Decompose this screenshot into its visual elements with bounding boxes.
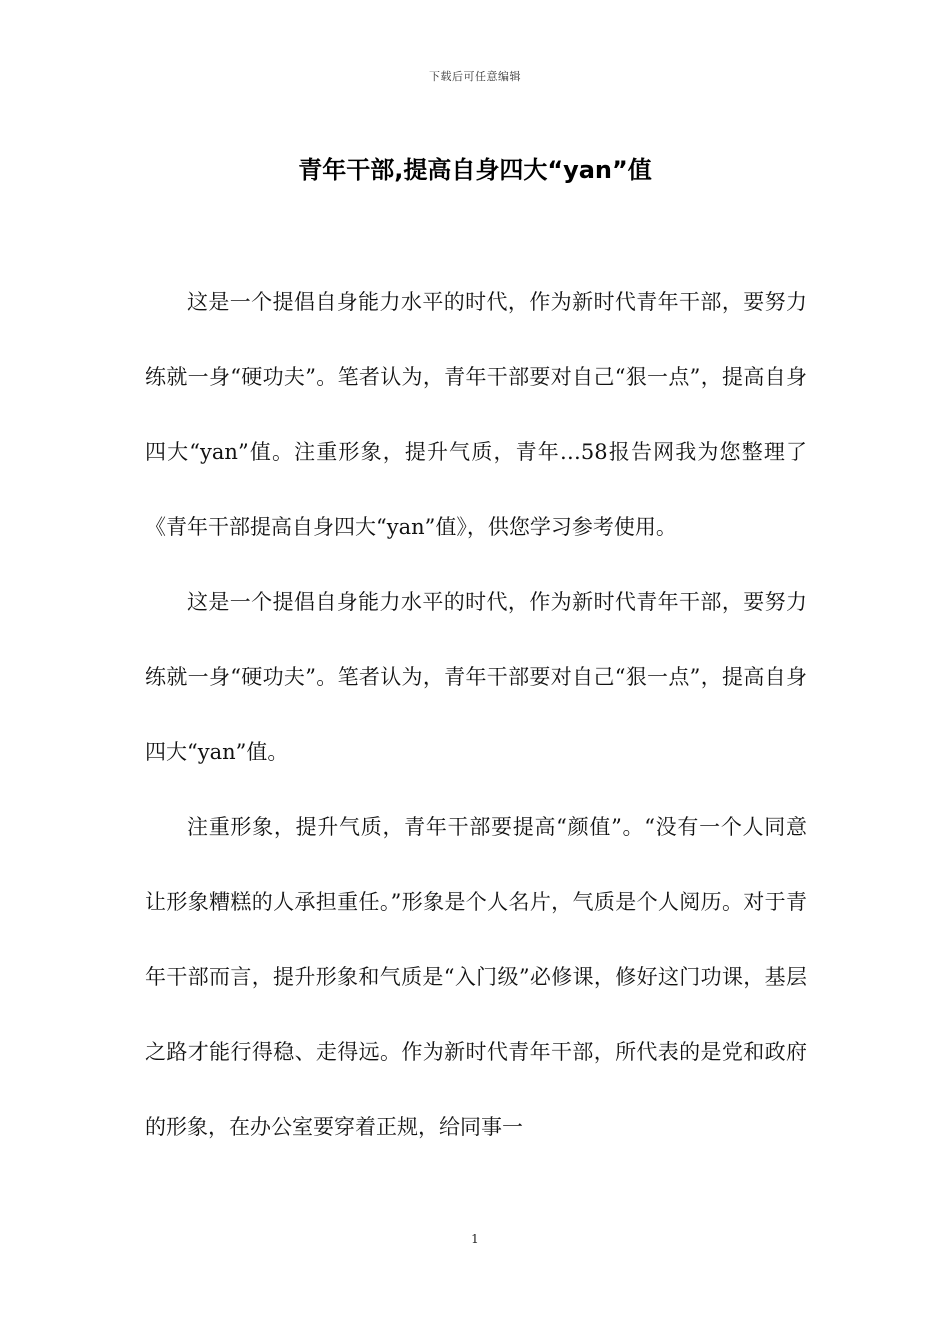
paragraph: 这是一个提倡自身能力水平的时代，作为新时代青年干部，要努力练就一身“硬功夫”。笔者认为，青年干部要对自己“狠一点”，提高自身四大“yan”值。 (145, 590, 807, 764)
document-title: 青年干部,提高自身四大“yan”值 (298, 156, 652, 184)
header-note: 下载后可任意编辑 (429, 70, 521, 83)
paragraph: 注重形象，提升气质，青年干部要提高“颜值”。“没有一个人同意让形象糟糕的人承担重任。”形象是个人名片，气质是个人阅历。对于青年干部而言，提升形象和气质是“入门级”必修课，修好这门功课，基层之路才能行得稳、走得远。作为新时代青年干部，所代表的是党和政府的形象，在办公室要穿着正规，给同事一 (145, 815, 807, 1139)
page-number: 1 (471, 1232, 479, 1246)
document-body (145, 265, 807, 1165)
paragraph: 这是一个提倡自身能力水平的时代，作为新时代青年干部，要努力练就一身“硬功夫”。笔者认为，青年干部要对自己“狠一点”，提高自身四大“yan”值。注重形象，提升气质，青年…58报告网我为您整理了《青年干部提高自身四大“yan”值》，供您学习参考使用。 (145, 290, 807, 539)
